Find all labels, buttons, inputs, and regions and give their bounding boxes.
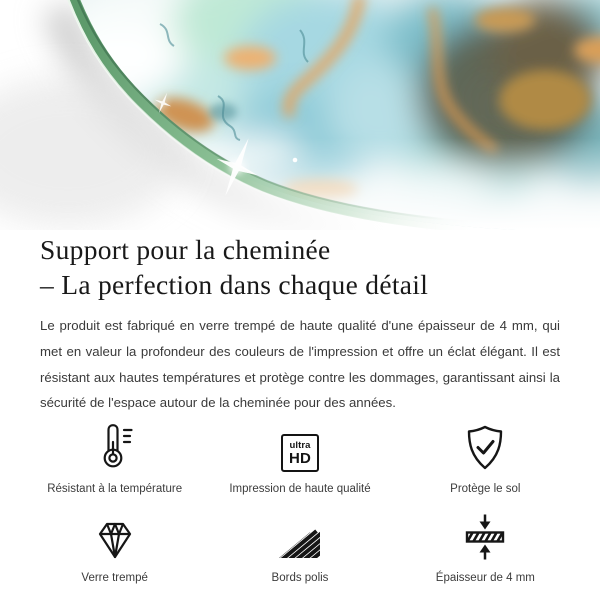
feature-floor-protection <box>393 422 578 495</box>
page-title-line2: – La perfection dans chaque détail <box>40 269 429 300</box>
diamond-icon <box>91 511 139 561</box>
feature-label: Impression de haute qualité <box>229 483 371 496</box>
feature-temperature <box>22 422 207 495</box>
product-hero-image <box>0 0 600 230</box>
shield-check-icon <box>463 422 507 472</box>
feature-label: Bords polis <box>271 572 329 585</box>
page-title-line1: Support pour la cheminée <box>40 234 331 265</box>
thermometer-icon <box>95 422 135 472</box>
feature-print-quality <box>207 422 392 495</box>
feature-label: Résistant à la température <box>47 483 183 496</box>
feature-label: Verre trempé <box>81 572 148 585</box>
ultra-hd-text-bottom: HD <box>288 449 312 467</box>
polished-edges-icon <box>276 511 324 561</box>
feature-thickness <box>393 511 578 584</box>
page-title <box>40 232 560 302</box>
glass-panel-illustration <box>0 0 600 230</box>
ultra-hd-text-top: ultra <box>289 439 311 451</box>
product-description: Le produit est fabriqué en verre trempé de haute qualité d'une épaisseur de 4 mm, qui met en valeur la profondeur des couleurs de l'impression et offre un éclat élégant. Il est résistant aux hautes températures et protège contre les dommages, garantissant ainsi la sécurité de l'espace autour de la cheminée pour des années. <box>40 318 560 411</box>
ultra-hd-icon <box>281 422 319 472</box>
feature-label: Épaisseur de 4 mm <box>435 572 535 585</box>
feature-polished-edges <box>207 511 392 584</box>
feature-tempered-glass <box>22 511 207 584</box>
thickness-icon <box>463 511 507 561</box>
feature-grid <box>0 422 600 584</box>
feature-label: Protège le sol <box>450 483 521 496</box>
